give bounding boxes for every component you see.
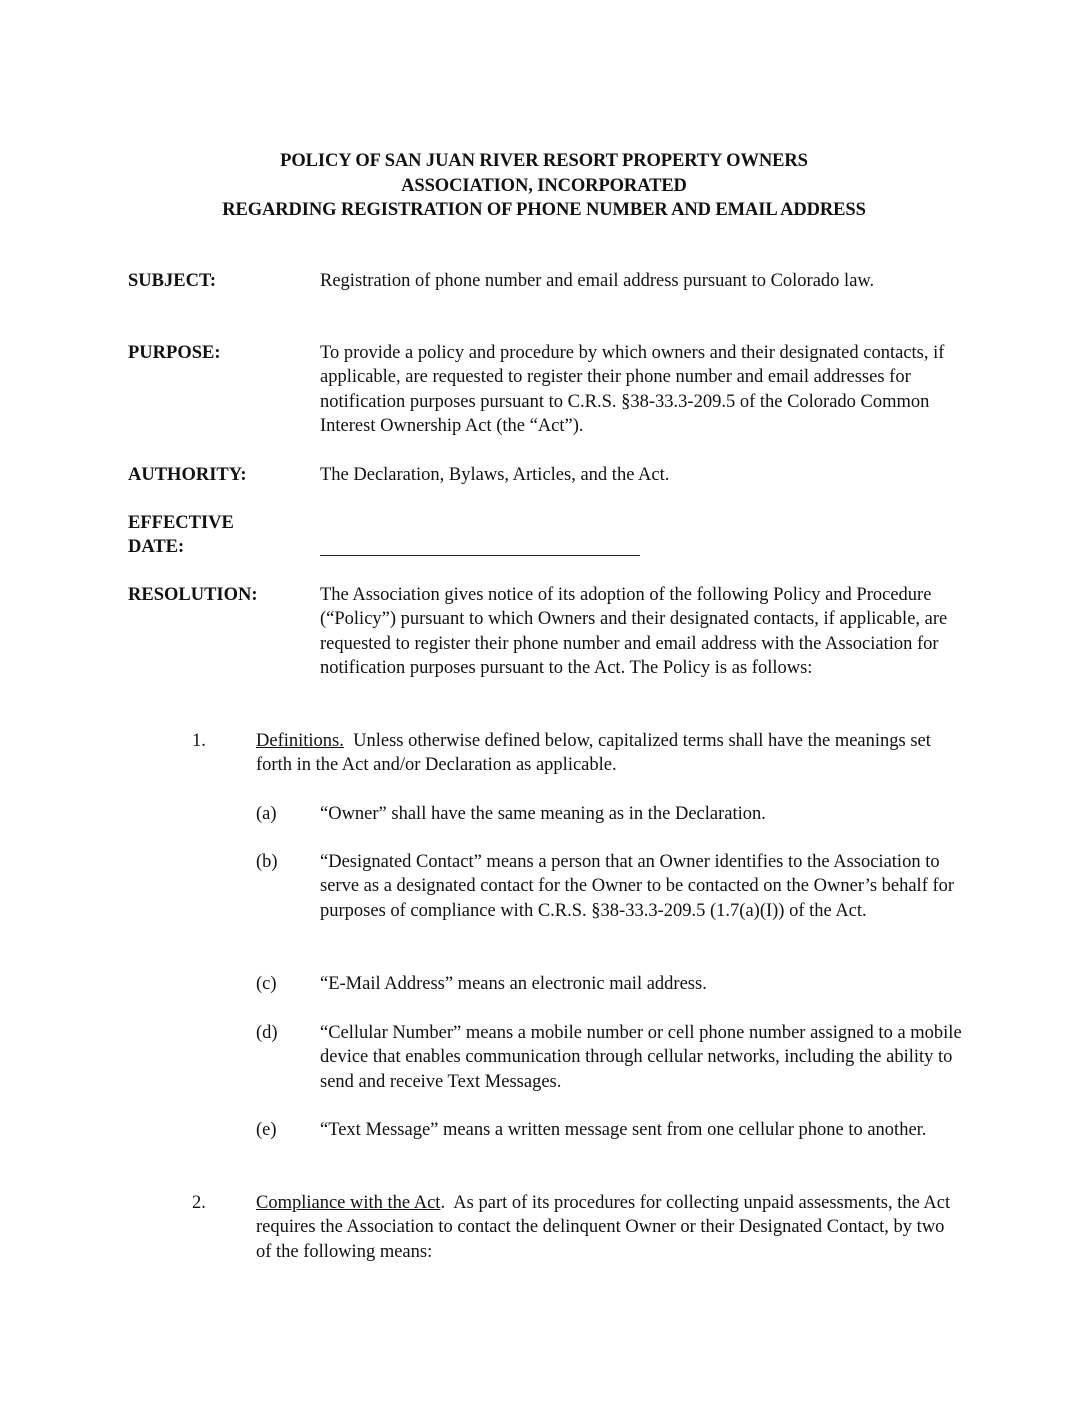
authority-value: The Declaration, Bylaws, Articles, and the Act. <box>320 465 670 485</box>
definition-c-text: “E-Mail Address” means an electronic mail address. <box>320 974 707 994</box>
subject-label: SUBJECT: <box>128 271 217 291</box>
section-1-number: 1. <box>192 731 206 751</box>
effective-date-label <box>128 511 308 560</box>
section-2-text: . As part of its procedures for collecting unpaid assessments, the Act requires the Association to contact the delinquent Owner or their Designated Contact, by two of the following means: <box>256 1193 955 1262</box>
definition-b-text: “Designated Contact” means a person that an Owner identifies to the Association to serve as a designated contact for the Owner to be contacted on the Owner’s behalf for purposes of compliance with C.R.S. §38-33.3-209.5 (1.7(a)(I)) of the Act. <box>320 852 955 921</box>
title-line-2: ASSOCIATION, INCORPORATED <box>401 175 687 196</box>
resolution-label: RESOLUTION: <box>128 585 258 605</box>
section-2-heading: Compliance with the Act <box>256 1193 441 1213</box>
definition-e-label: (e) <box>256 1120 277 1140</box>
definition-a-text: “Owner” shall have the same meaning as in the Declaration. <box>320 804 766 824</box>
document-title <box>0 149 1088 223</box>
title-line-3: REGARDING REGISTRATION OF PHONE NUMBER AND EMAIL ADDRESS <box>222 200 866 220</box>
subject-value: Registration of phone number and email address pursuant to Colorado law. <box>320 271 875 291</box>
definition-c-label: (c) <box>256 974 277 994</box>
definition-d-label: (d) <box>256 1023 278 1043</box>
section-1-text: Unless otherwise defined below, capitalized terms shall have the meanings set forth in the Act and/or Declaration as applicable. <box>256 731 936 776</box>
effective-date-blank <box>320 555 640 556</box>
purpose-label: PURPOSE: <box>128 343 221 363</box>
section-2-number: 2. <box>192 1193 206 1213</box>
definition-b-label: (b) <box>256 852 278 872</box>
effective-date-label-line-2: DATE: <box>128 537 185 558</box>
definition-d-text: “Cellular Number” means a mobile number or cell phone number assigned to a mobile device that enables communication through cellular networks, including the ability to send and receive Text Messages. <box>320 1023 962 1092</box>
authority-label: AUTHORITY: <box>128 465 247 485</box>
section-1-heading: Definitions. <box>256 731 344 751</box>
resolution-value: The Association gives notice of its adoption of the following Policy and Procedure (“Policy”) pursuant to which Owners and their designated contacts, if applicable, are requested to register their phone number and email address with the Association for notification purposes pursuant to the Act. The Policy is as follows: <box>320 585 948 678</box>
effective-date-label-line-1: EFFECTIVE <box>128 513 234 533</box>
purpose-value: To provide a policy and procedure by which owners and their designated contacts, if applicable, are requested to register their phone number and email addresses for notification purposes pursuant to C.R.S. §38-33.3-209.5 of the Colorado Common Interest Ownership Act (the “Act”). <box>320 343 945 436</box>
section-2-body <box>256 1191 962 1264</box>
definition-e-text: “Text Message” means a written message sent from one cellular phone to another. <box>320 1120 927 1140</box>
title-line-1: POLICY OF SAN JUAN RIVER RESORT PROPERTY OWNERS <box>280 151 808 171</box>
definition-a-label: (a) <box>256 804 277 824</box>
section-1-body <box>256 729 968 778</box>
